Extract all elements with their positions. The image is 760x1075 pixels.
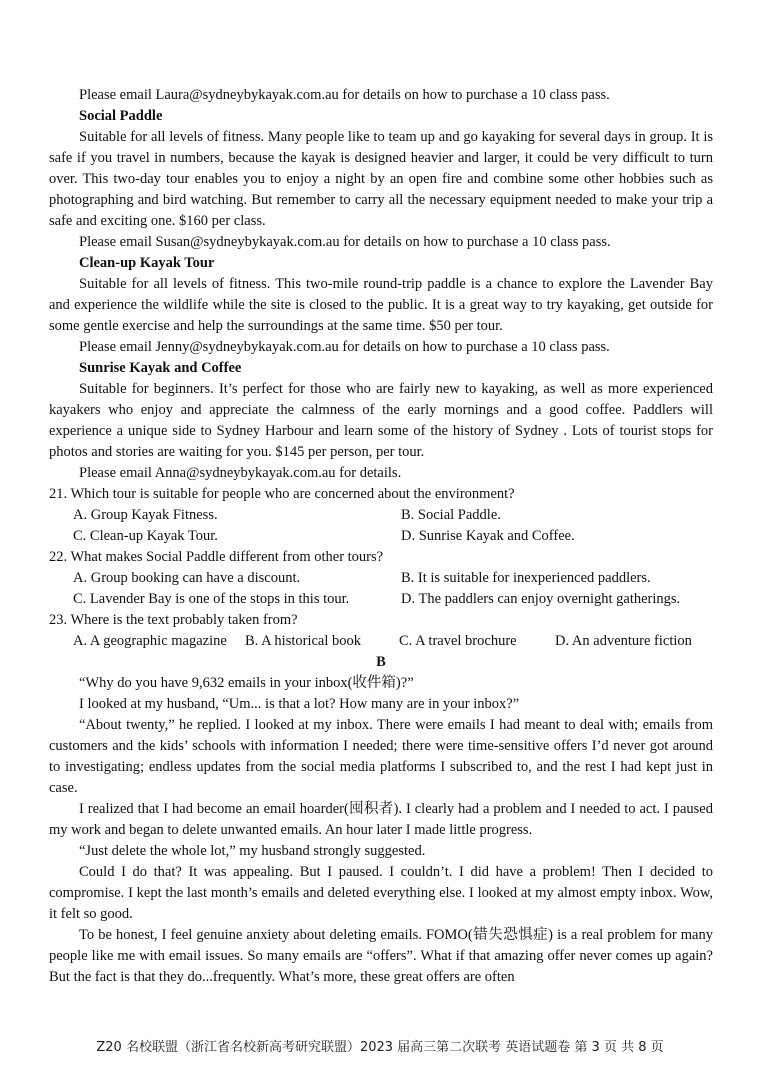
option-21-b: B. Social Paddle. (401, 507, 501, 523)
email-laura-paragraph: Please email Laura@sydneybykayak.com.au for details on how to purchase a 10 class pass. (79, 87, 610, 103)
passage-b-paragraph-3: “About twenty,” he replied. I looked at my inbox. There were emails I had meant to deal with; emails from customers and the kids’ schools with information I needed; there were time-sensitive offers I’d never got around to investigating; endless updates from the social media platforms I subscribed to, and the rest I had kept just in case. (49, 717, 713, 796)
passage-b-paragraph-5: “Just delete the whole lot,” my husband strongly suggested. (79, 843, 426, 859)
page-footer: Z20 名校联盟（浙江省名校新高考研究联盟）2023 届高三第二次联考 英语试题卷 第 3 页 共 8 页 (96, 1040, 664, 1055)
option-23-c: C. A travel brochure (399, 633, 517, 649)
email-anna-paragraph: Please email Anna@sydneybykayak.com.au for details. (79, 465, 402, 481)
option-23-b: B. A historical book (245, 633, 361, 649)
cleanup-tour-body: Suitable for all levels of fitness. This two-mile round-trip paddle is a chance to explore the Lavender Bay and experience the wildlife while the site is closed to the public. It is a great way to try kayaking, get outside for some gentle exercise and help the surroundings at the same time. $50 per tour. (49, 276, 713, 334)
cleanup-tour-heading: Clean-up Kayak Tour (79, 255, 215, 271)
option-22-c: C. Lavender Bay is one of the stops in this tour. (73, 591, 350, 607)
question-23: 23. Where is the text probably taken from? (49, 612, 298, 628)
question-22-options (49, 568, 713, 610)
passage-b-paragraph-7: To be honest, I feel genuine anxiety about deleting emails. FOMO(错失恐惧症) is a real problem for many people like me with email issues. So many emails are “offers”. What if that amazing offer never comes up again? But the fact is that they do...frequently. What’s more, these great offers are often (49, 927, 713, 985)
question-21-options (49, 505, 713, 547)
option-22-a: A. Group booking can have a discount. (73, 570, 301, 586)
option-23-d: D. An adventure fiction (555, 633, 692, 649)
option-23-a: A. A geographic magazine (73, 633, 227, 649)
passage-b-paragraph-6: Could I do that? It was appealing. But I paused. I couldn’t. I did have a problem! Then I decided to compromise. I kept the last month’s emails and deleted everything else. I looked at my almost empty inbox. Wow, it felt so good. (49, 864, 713, 922)
sunrise-kayak-heading: Sunrise Kayak and Coffee (79, 360, 242, 376)
section-b-label: B (376, 654, 386, 670)
social-paddle-body: Suitable for all levels of fitness. Many people like to team up and go kayaking for several days in group. It is safe if you travel in numbers, because the kayak is designed heavier and larger, it could be very difficult to turn over. This two-day tour enables you to enjoy a night by an open fire and combine some other hobbies such as photographing and bird watching. But remember to carry all the necessary equipment needed to make your trip a safe and exciting one. $160 per class. (49, 129, 713, 229)
question-22: 22. What makes Social Paddle different from other tours? (49, 549, 384, 565)
question-23-options (49, 631, 713, 652)
email-jenny-paragraph: Please email Jenny@sydneybykayak.com.au for details on how to purchase a 10 class pass. (79, 339, 610, 355)
option-21-a: A. Group Kayak Fitness. (73, 507, 218, 523)
passage-b-paragraph-1: “Why do you have 9,632 emails in your inbox(收件箱)?” (79, 675, 414, 691)
question-21: 21. Which tour is suitable for people who are concerned about the environment? (49, 486, 515, 502)
passage-b-paragraph-2: I looked at my husband, “Um... is that a lot? How many are in your inbox?” (79, 696, 520, 712)
email-susan-paragraph: Please email Susan@sydneybykayak.com.au for details on how to purchase a 10 class pass. (79, 234, 611, 250)
option-21-d: D. Sunrise Kayak and Coffee. (401, 528, 575, 544)
passage-b-paragraph-4: I realized that I had become an email hoarder(囤积者). I clearly had a problem and I needed to act. I paused my work and began to delete unwanted emails. An hour later I made little progress. (49, 801, 713, 838)
social-paddle-heading: Social Paddle (79, 108, 163, 124)
option-21-c: C. Clean-up Kayak Tour. (73, 528, 218, 544)
sunrise-kayak-body: Suitable for beginners. It’s perfect for those who are fairly new to kayaking, as well as more experienced kayakers who enjoy and appreciate the calmness of the early mornings and a good coffee. Paddlers will experience a unique side to Sydney Harbour and learn some of the history of Sydney . Lots of tourist stops for photos and stories are waiting for you. $145 per person, per tour. (49, 381, 713, 460)
option-22-b: B. It is suitable for inexperienced paddlers. (401, 570, 651, 586)
page-content (49, 85, 713, 988)
option-22-d: D. The paddlers can enjoy overnight gatherings. (401, 591, 681, 607)
